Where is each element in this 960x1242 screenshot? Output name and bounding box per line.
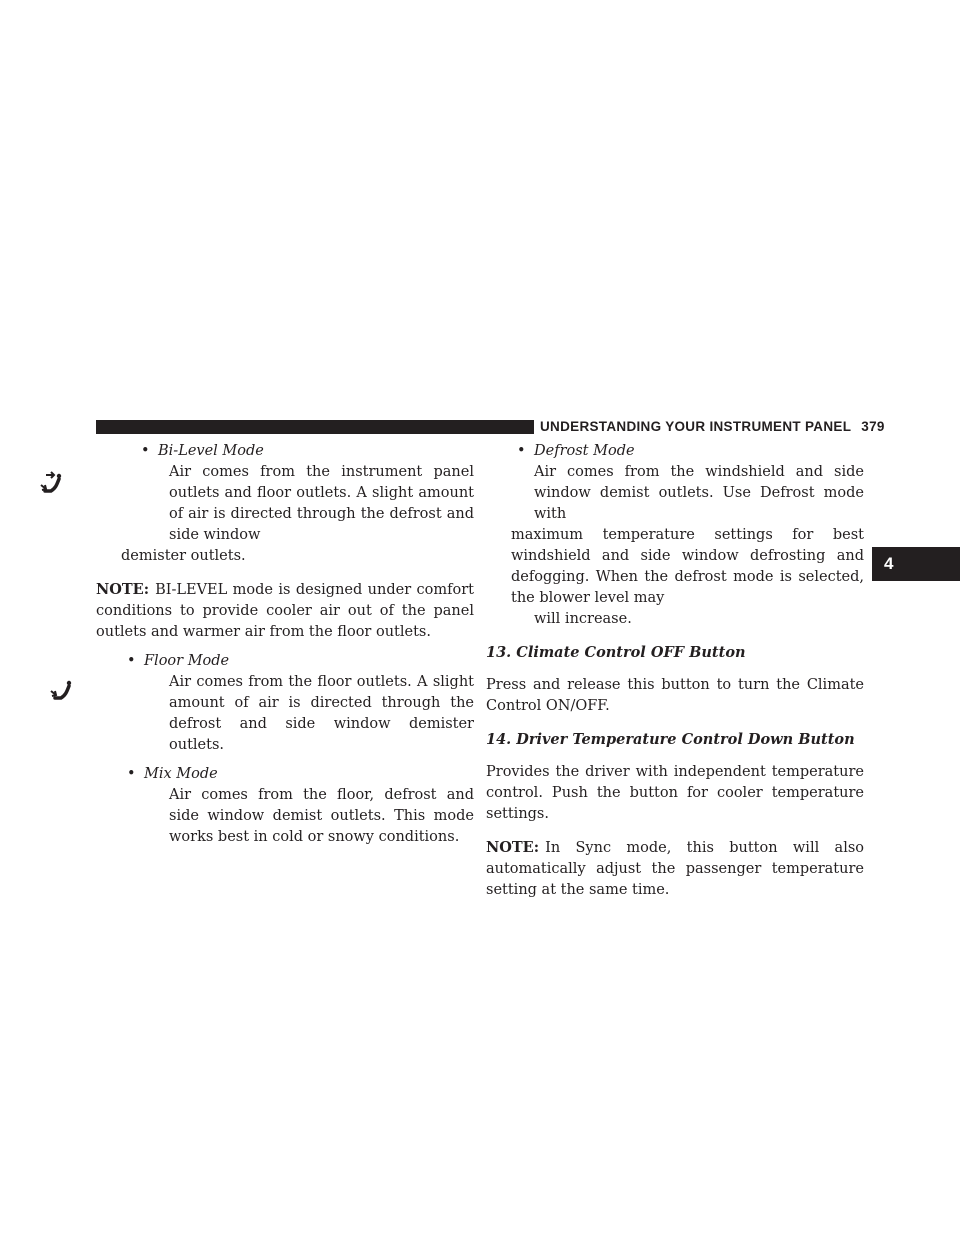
section-13-title: 13. Climate Control OFF Button (486, 644, 746, 661)
note-sync (486, 837, 864, 901)
section-13-text: Press and release this button to turn the Climate Control ON/OFF. (486, 677, 864, 714)
mix-item: • Mix Mode Air comes from the floor, defrost and side window demist outlets. This mode works best in cold or snowy conditions. (96, 764, 474, 848)
chapter-tab: 4 (872, 547, 960, 581)
bilevel-title: Bi-Level Mode (158, 443, 264, 459)
mix-text: Air comes from the floor, defrost and side window demist outlets. This mode works best in cold or snowy conditions. (169, 787, 474, 845)
right-column (486, 441, 864, 901)
bilevel-text: Air comes from the instrument panel outlets and floor outlets. A slight amount of air is directed through the defrost and side window (169, 464, 474, 543)
floor-mode-icon (50, 679, 76, 705)
note-text: BI-LEVEL mode is designed under comfort conditions to provide cooler air out of the panel outlets and warmer air from the floor outlets. (96, 582, 474, 640)
bilevel-text-continued: demister outlets. (121, 548, 246, 564)
defrost-text: Air comes from the windshield and side window demist outlets. Use Defrost mode with (534, 464, 864, 522)
note-label: NOTE: (486, 839, 540, 856)
note-text: In Sync mode, this button will also automatically adjust the passenger temperature setting at the same time. (486, 840, 864, 898)
note-label: NOTE: (96, 581, 150, 598)
left-column (96, 441, 474, 848)
section-14-title: 14. Driver Temperature Control Down Button (486, 731, 855, 748)
bi-level-mode-icon (40, 471, 66, 497)
defrost-title: Defrost Mode (534, 443, 635, 459)
mix-title: Mix Mode (144, 766, 218, 782)
header-rule (96, 420, 534, 434)
floor-text: Air comes from the floor outlets. A slight amount of air is directed through the defrost and side window demister outlets. (169, 674, 474, 753)
defrost-item: • Defrost Mode Air comes from the windshield and side window demist outlets. Use Defrost mode with (486, 441, 864, 525)
defrost-text-end: will increase. (534, 611, 632, 627)
floor-title: Floor Mode (144, 653, 230, 669)
running-header (540, 419, 885, 434)
floor-item: • Floor Mode Air comes from the floor outlets. A slight amount of air is directed through the defrost and side window demister outlets. (96, 651, 474, 756)
header-title: UNDERSTANDING YOUR INSTRUMENT PANEL (540, 419, 852, 434)
defrost-text-continued: maximum temperature settings for best windshield and side window defrosting and defogging. When the defrost mode is selected, the blower level may (511, 527, 864, 606)
note-bilevel (96, 579, 474, 643)
bilevel-item: • Bi-Level Mode Air comes from the instrument panel outlets and floor outlets. A slight amount of air is directed through the defrost and side window (96, 441, 474, 546)
page-number: 379 (861, 419, 885, 434)
section-14-text: Provides the driver with independent temperature control. Push the button for cooler temperature settings. (486, 764, 864, 822)
